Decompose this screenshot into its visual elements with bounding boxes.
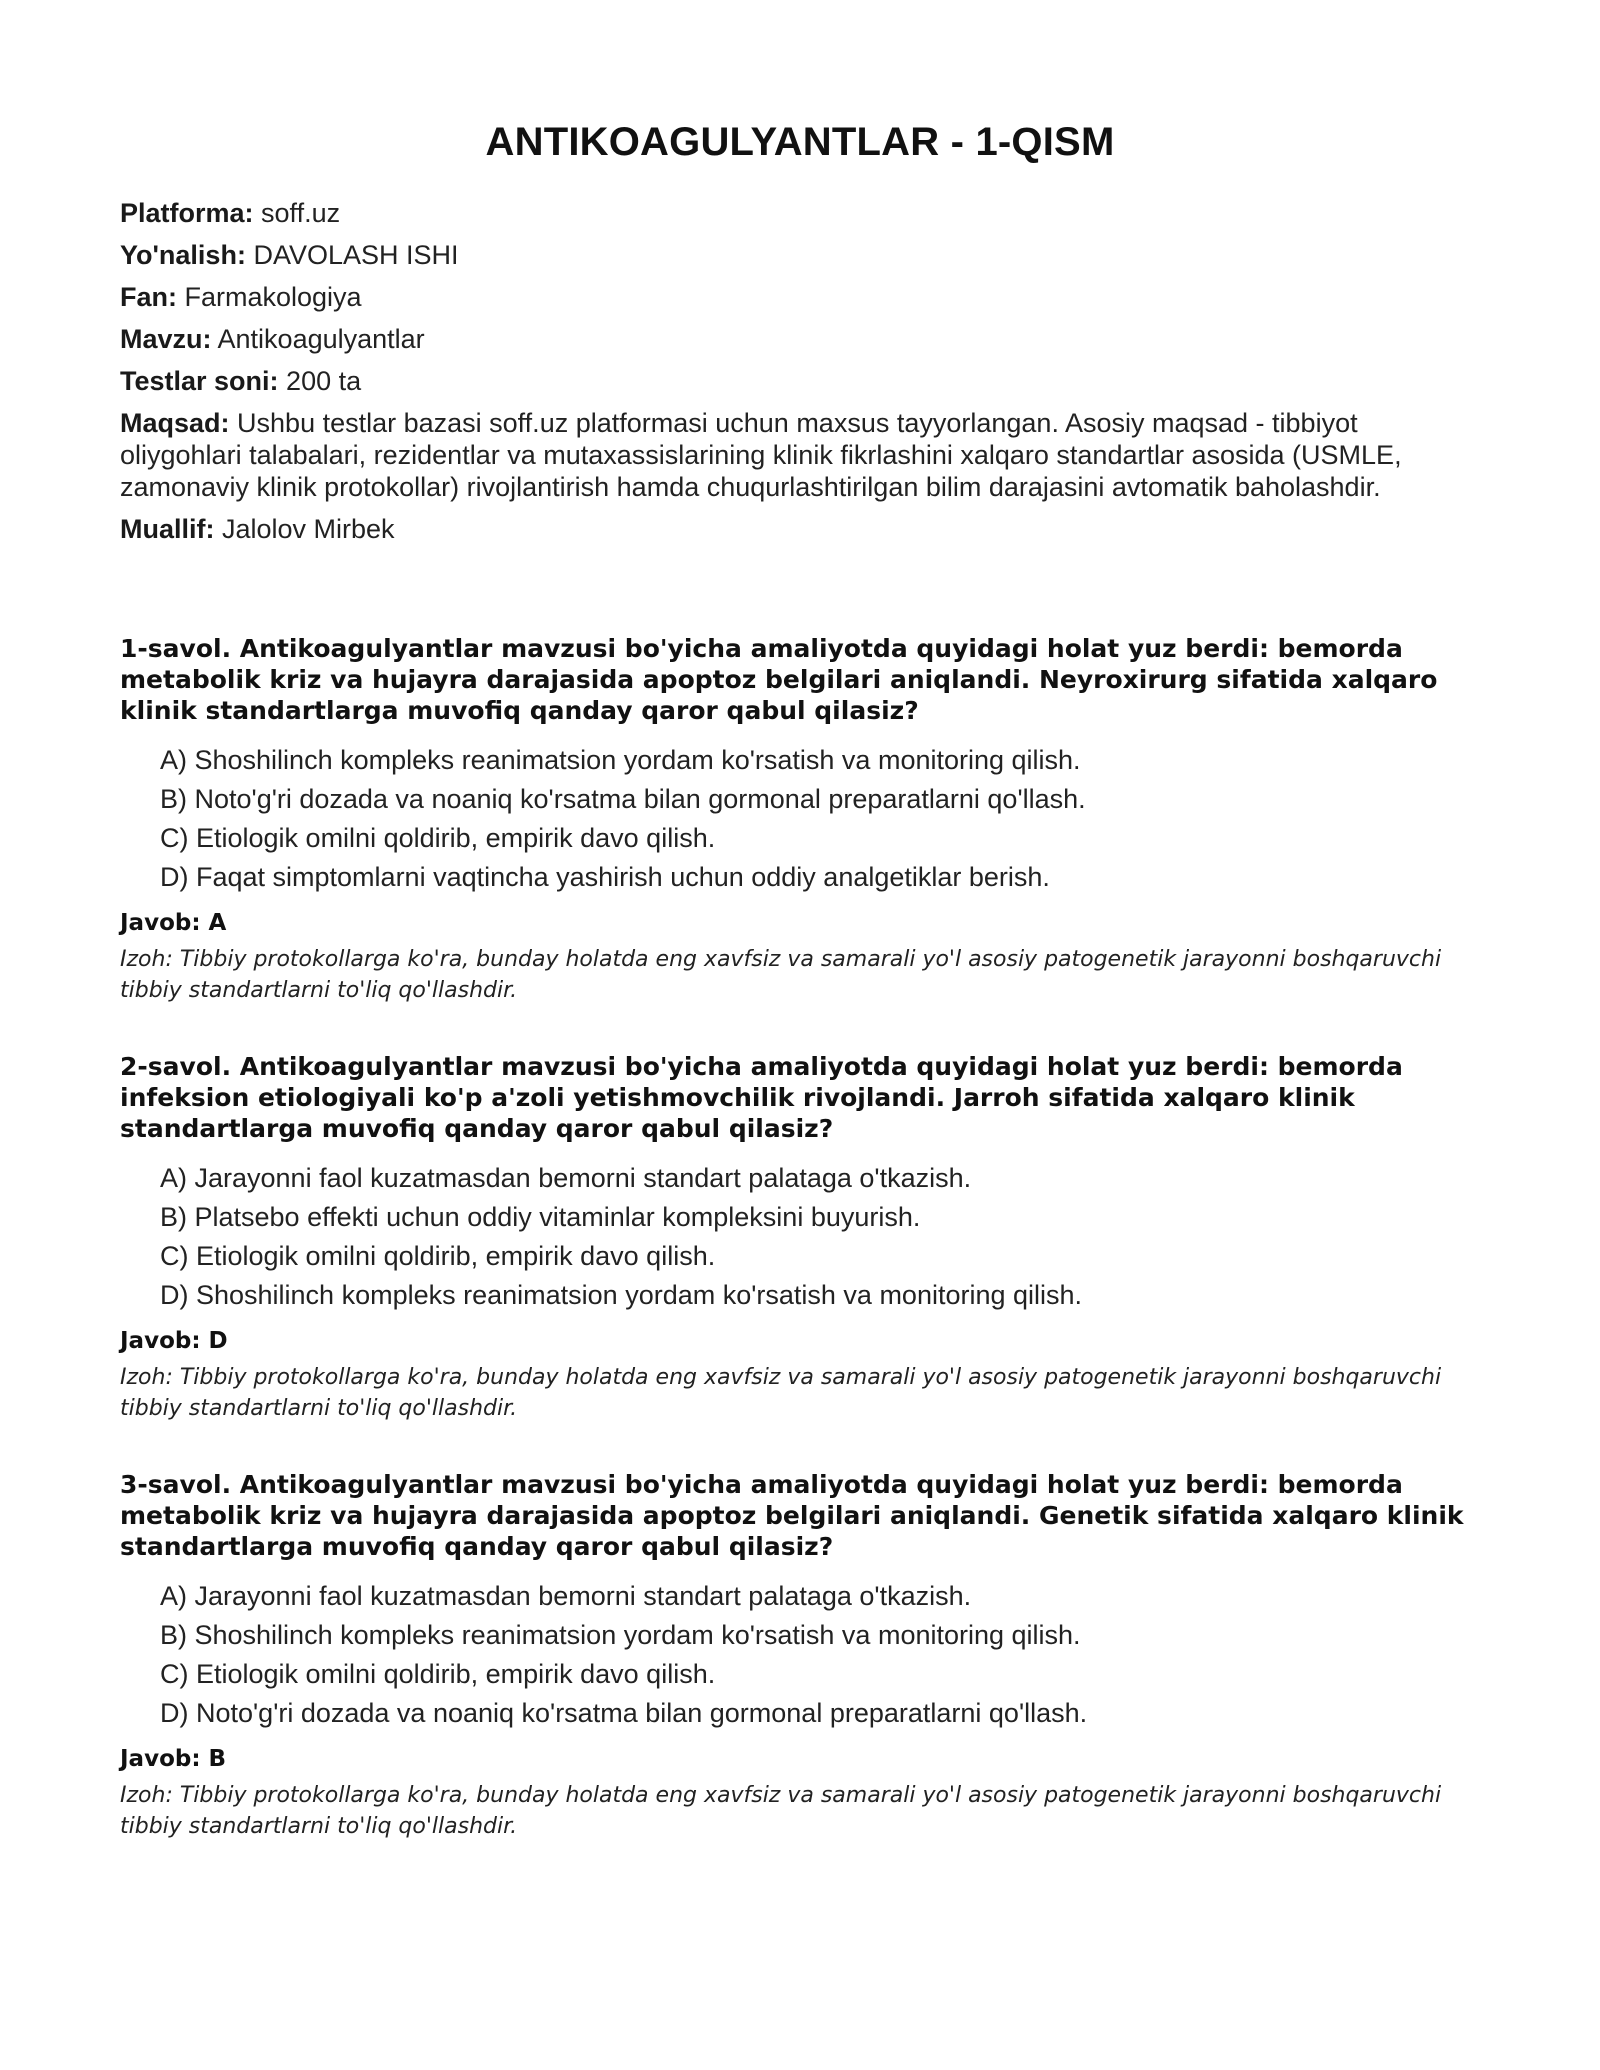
- question-text: 2-savol. Antikoagulyantlar mavzusi bo'yicha amaliyotda quyidagi holat yuz berdi: bemorda infeksion etiologiyali ko'p a'zoli yetishmovchilik rivojlandi. Jarroh sifatida xalqaro klinik standartlarga muvofiq qanday qaror qabul qilasiz?: [120, 1052, 1403, 1143]
- option-d: D) Noto'g'ri dozada va noaniq ko'rsatma bilan gormonal preparatlarni qo'llash.: [160, 1698, 1088, 1728]
- document-title: ANTIKOAGULYANTLAR - 1-QISM: [485, 120, 1115, 164]
- explanation-text: Izoh: Tibbiy protokollarga ko'ra, bunday holatda eng xavfsiz va samarali yo'l asosiy patogenetik jarayonni boshqaruvchi tibbiy standartlarni to'liq qo'llashdir.: [120, 947, 1442, 1003]
- explanation-text: Izoh: Tibbiy protokollarga ko'ra, bunday holatda eng xavfsiz va samarali yo'l asosiy patogenetik jarayonni boshqaruvchi tibbiy standartlarni to'liq qo'llashdir.: [120, 1365, 1442, 1421]
- answer-label: Javob: B: [120, 1746, 227, 1772]
- meta-yonalish: [120, 239, 1480, 271]
- meta-label: Platforma:: [120, 198, 254, 228]
- question-text: 1-savol. Antikoagulyantlar mavzusi bo'yicha amaliyotda quyidagi holat yuz berdi: bemorda metabolik kriz va hujayra darajasida apoptoz belgilari aniqlandi. Neyroxirurg sifatida xalqaro klinik standartlarga muvofiq qanday qaror qabul qilasiz?: [120, 634, 1438, 725]
- option-a: A) Shoshilinch kompleks reanimatsion yordam ko'rsatish va monitoring qilish.: [160, 745, 1081, 775]
- options-list: [160, 744, 1480, 894]
- option-b: B) Platsebo effekti uchun oddiy vitaminlar kompleksini buyurish.: [160, 1202, 921, 1232]
- meta-label: Muallif:: [120, 514, 215, 544]
- meta-label: Maqsad:: [120, 408, 230, 438]
- meta-testlar-soni: [120, 365, 1480, 397]
- option-c: C) Etiologik omilni qoldirib, empirik davo qilish.: [160, 1241, 716, 1271]
- option-c: C) Etiologik omilni qoldirib, empirik davo qilish.: [160, 1659, 716, 1689]
- meta-label: Yo'nalish:: [120, 240, 246, 270]
- meta-mavzu: [120, 323, 1480, 355]
- option-c: C) Etiologik omilni qoldirib, empirik davo qilish.: [160, 823, 716, 853]
- option-a: A) Jarayonni faol kuzatmasdan bemorni standart palataga o'tkazish.: [160, 1163, 972, 1193]
- meta-platforma: [120, 197, 1480, 229]
- meta-fan: [120, 281, 1480, 313]
- question-3: [120, 1469, 1480, 1842]
- meta-value: Farmakologiya: [177, 282, 362, 312]
- meta-value: soff.uz: [253, 198, 341, 228]
- option-a: A) Jarayonni faol kuzatmasdan bemorni standart palataga o'tkazish.: [160, 1581, 972, 1611]
- answer-label: Javob: A: [120, 910, 227, 936]
- meta-muallif: [120, 513, 1480, 545]
- meta-value: Ushbu testlar bazasi soff.uz platformasi uchun maxsus tayyorlangan. Asosiy maqsad - tibbiyot oliygohlari talabalari, rezidentlar va mutaxassislarining klinik fikrlashini xalqaro standartlar asosida (USMLE, zamonaviy klinik protokollar) rivojlantirish hamda chuqurlashtirilgan bilim darajasini avtomatik baholashdir.: [120, 408, 1402, 502]
- meta-label: Mavzu:: [120, 324, 212, 354]
- meta-section: [120, 197, 1480, 545]
- option-d: D) Faqat simptomlarni vaqtincha yashirish uchun oddiy analgetiklar berish.: [160, 862, 1050, 892]
- option-b: B) Shoshilinch kompleks reanimatsion yordam ko'rsatish va monitoring qilish.: [160, 1620, 1081, 1650]
- meta-value: 200 ta: [278, 366, 362, 396]
- explanation-text: Izoh: Tibbiy protokollarga ko'ra, bunday holatda eng xavfsiz va samarali yo'l asosiy patogenetik jarayonni boshqaruvchi tibbiy standartlarni to'liq qo'llashdir.: [120, 1783, 1442, 1839]
- meta-label: Testlar soni:: [120, 366, 279, 396]
- meta-maqsad: [120, 407, 1480, 503]
- options-list: [160, 1580, 1480, 1730]
- meta-value: DAVOLASH ISHI: [245, 240, 459, 270]
- meta-value: Antikoagulyantlar: [211, 324, 425, 354]
- question-2: [120, 1051, 1480, 1424]
- questions-list: [120, 633, 1480, 1842]
- option-b: B) Noto'g'ri dozada va noaniq ko'rsatma bilan gormonal preparatlarni qo'llash.: [160, 784, 1086, 814]
- question-text: 3-savol. Antikoagulyantlar mavzusi bo'yicha amaliyotda quyidagi holat yuz berdi: bemorda metabolik kriz va hujayra darajasida apoptoz belgilari aniqlandi. Genetik sifatida xalqaro klinik standartlarga muvofiq qanday qaror qabul qilasiz?: [120, 1470, 1464, 1561]
- option-d: D) Shoshilinch kompleks reanimatsion yordam ko'rsatish va monitoring qilish.: [160, 1280, 1083, 1310]
- answer-label: Javob: D: [120, 1328, 228, 1354]
- meta-label: Fan:: [120, 282, 177, 312]
- document-page: [120, 120, 1480, 1887]
- options-list: [160, 1162, 1480, 1312]
- question-1: [120, 633, 1480, 1006]
- meta-value: Jalolov Mirbek: [214, 514, 395, 544]
